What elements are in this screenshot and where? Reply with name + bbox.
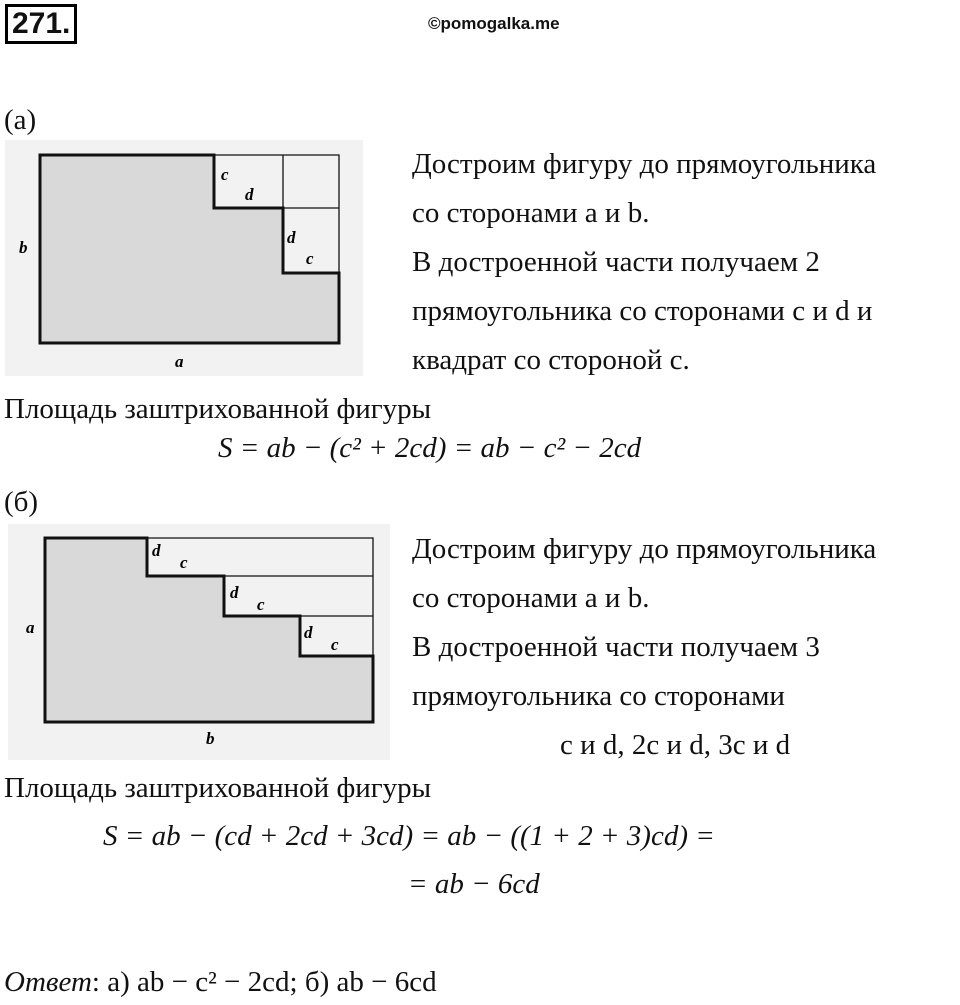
figure-b-label-d2: d: [230, 583, 239, 602]
part-b-formula-line-2: = ab − 6cd: [408, 868, 540, 900]
part-b-line-4: прямоугольника со сторонами: [412, 680, 785, 712]
part-a-line-2: со сторонами a и b.: [412, 197, 650, 229]
figure-b-label-d1: d: [152, 541, 161, 560]
part-b-area-caption: Площадь заштрихованной фигуры: [4, 772, 432, 804]
figure-b-label-c1: c: [180, 553, 188, 572]
figure-b-label-c2: c: [257, 595, 265, 614]
part-a-area-caption: Площадь заштрихованной фигуры: [4, 393, 432, 425]
figure-a-label-a: a: [175, 352, 184, 371]
part-a-line-3: В достроенной части получаем 2: [412, 246, 820, 278]
figure-b-label-a: a: [26, 618, 35, 637]
answer-label: Ответ: [4, 966, 92, 998]
figure-a-label-c2: c: [306, 249, 314, 268]
part-b-explanation: [412, 525, 960, 770]
figure-a-label-b: b: [19, 238, 28, 257]
part-b-line-5: c и d, 2c и d, 3c и d: [560, 729, 791, 761]
figure-a: [5, 140, 363, 376]
part-a-explanation: [412, 140, 960, 385]
figure-b: [8, 524, 390, 760]
answer: [4, 966, 437, 999]
figure-a-label-c1: c: [221, 165, 229, 184]
figure-b-label-d3: d: [304, 623, 313, 642]
part-a-line-4: прямоугольника со сторонами c и d и: [412, 295, 873, 327]
part-b-label: (б): [4, 486, 39, 518]
part-b-line-2: со сторонами a и b.: [412, 582, 650, 614]
part-b-line-3: В достроенной части получаем 3: [412, 631, 820, 663]
part-a-formula: S = ab − (c² + 2cd) = ab − c² − 2cd: [218, 432, 642, 464]
part-a-line-5: квадрат со стороной c.: [412, 344, 690, 376]
figure-a-label-d2: d: [287, 228, 296, 247]
answer-text: : а) ab − c² − 2cd; б) ab − 6cd: [91, 966, 437, 998]
part-a-line-1: Достроим фигуру до прямоугольника: [412, 148, 877, 180]
part-b-line-1: Достроим фигуру до прямоугольника: [412, 533, 877, 565]
figure-b-label-b: b: [206, 729, 215, 748]
part-a-label: (а): [4, 104, 37, 136]
site-watermark: ©pomogalka.me: [428, 14, 560, 33]
problem-number: 271.: [5, 4, 77, 44]
part-b-formula-line-1: S = ab − (cd + 2cd + 3cd) = ab − ((1 + 2 + 3)cd) =: [103, 820, 715, 852]
figure-a-label-d1: d: [245, 185, 254, 204]
figure-b-label-c3: c: [331, 635, 339, 654]
